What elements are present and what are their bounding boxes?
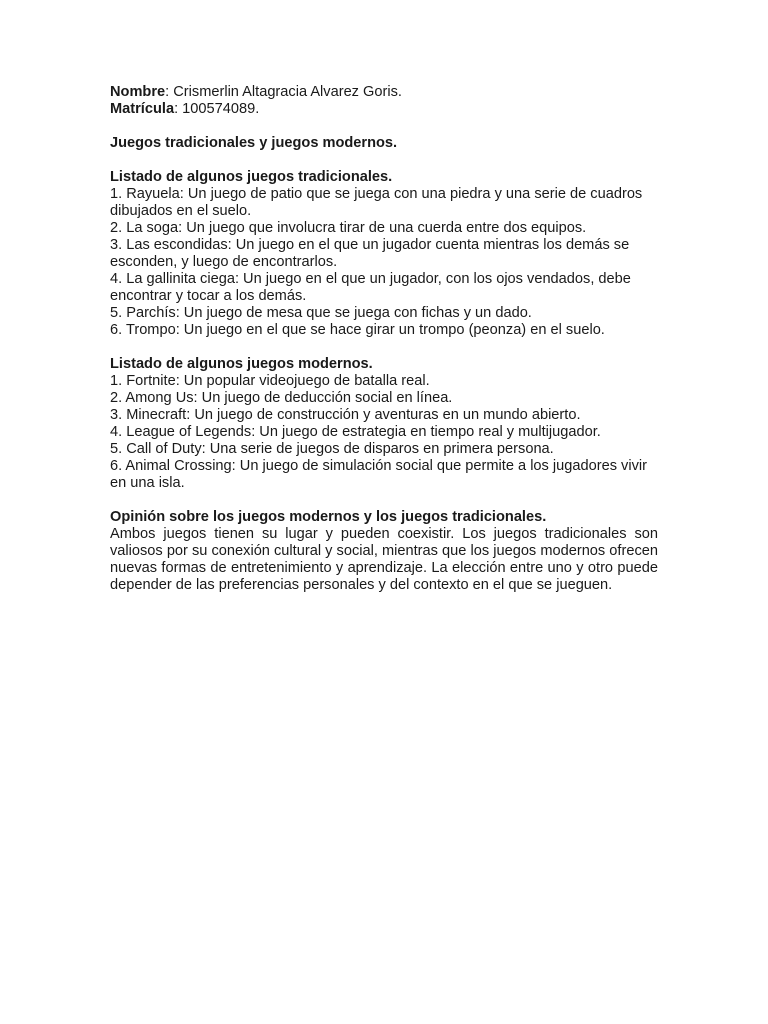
list-item: 4. League of Legends: Un juego de estrategia en tiempo real y multijugador. — [110, 424, 601, 440]
list-item: 6. Animal Crossing: Un juego de simulación social que permite a los jugadores vivir en una isla. — [110, 458, 647, 491]
list-item: 4. La gallinita ciega: Un juego en el que un jugador, con los ojos vendados, debe encontrar y tocar a los demás. — [110, 271, 631, 304]
opinion-paragraph: Ambos juegos tienen su lugar y pueden coexistir. Los juegos tradicionales son valiosos por su conexión cultural y social, mientras que los juegos modernos ofrecen nuevas formas de entretenimiento y aprendizaje. La elección entre uno y otro puede depender de las preferencias personales y del contexto en el que se jueguen. — [110, 526, 658, 593]
student-name-line — [110, 84, 658, 101]
list-item: 2. La soga: Un juego que involucra tirar de una cuerda entre dos equipos. — [110, 220, 587, 236]
document-title: Juegos tradicionales y juegos modernos. — [110, 135, 398, 151]
spacer — [110, 492, 658, 509]
nombre-label: Nombre — [110, 84, 166, 100]
student-id-line — [110, 101, 658, 118]
spacer — [110, 152, 658, 169]
spacer — [110, 118, 658, 135]
list-item: 3. Minecraft: Un juego de construcción y aventuras en un mundo abierto. — [110, 407, 581, 423]
spacer — [110, 339, 658, 356]
matricula-label: Matrícula — [110, 101, 175, 117]
modern-games-heading: Listado de algunos juegos modernos. — [110, 356, 373, 372]
modern-games-list — [110, 373, 658, 492]
traditional-games-heading: Listado de algunos juegos tradicionales. — [110, 169, 393, 185]
traditional-games-list — [110, 186, 658, 339]
list-item: 5. Parchís: Un juego de mesa que se juega con fichas y un dado. — [110, 305, 532, 321]
document-page — [110, 84, 658, 594]
list-item: 2. Among Us: Un juego de deducción social en línea. — [110, 390, 453, 406]
matricula-value: : 100574089. — [174, 101, 260, 117]
nombre-value: : Crismerlin Altagracia Alvarez Goris. — [165, 84, 402, 100]
list-item: 6. Trompo: Un juego en el que se hace girar un trompo (peonza) en el suelo. — [110, 322, 605, 338]
list-item: 3. Las escondidas: Un juego en el que un jugador cuenta mientras los demás se esconden, y luego de encontrarlos. — [110, 237, 630, 270]
list-item: 1. Rayuela: Un juego de patio que se juega con una piedra y una serie de cuadros dibujados en el suelo. — [110, 186, 643, 219]
list-item: 5. Call of Duty: Una serie de juegos de disparos en primera persona. — [110, 441, 554, 457]
list-item: 1. Fortnite: Un popular videojuego de batalla real. — [110, 373, 430, 389]
opinion-heading: Opinión sobre los juegos modernos y los juegos tradicionales. — [110, 509, 547, 525]
